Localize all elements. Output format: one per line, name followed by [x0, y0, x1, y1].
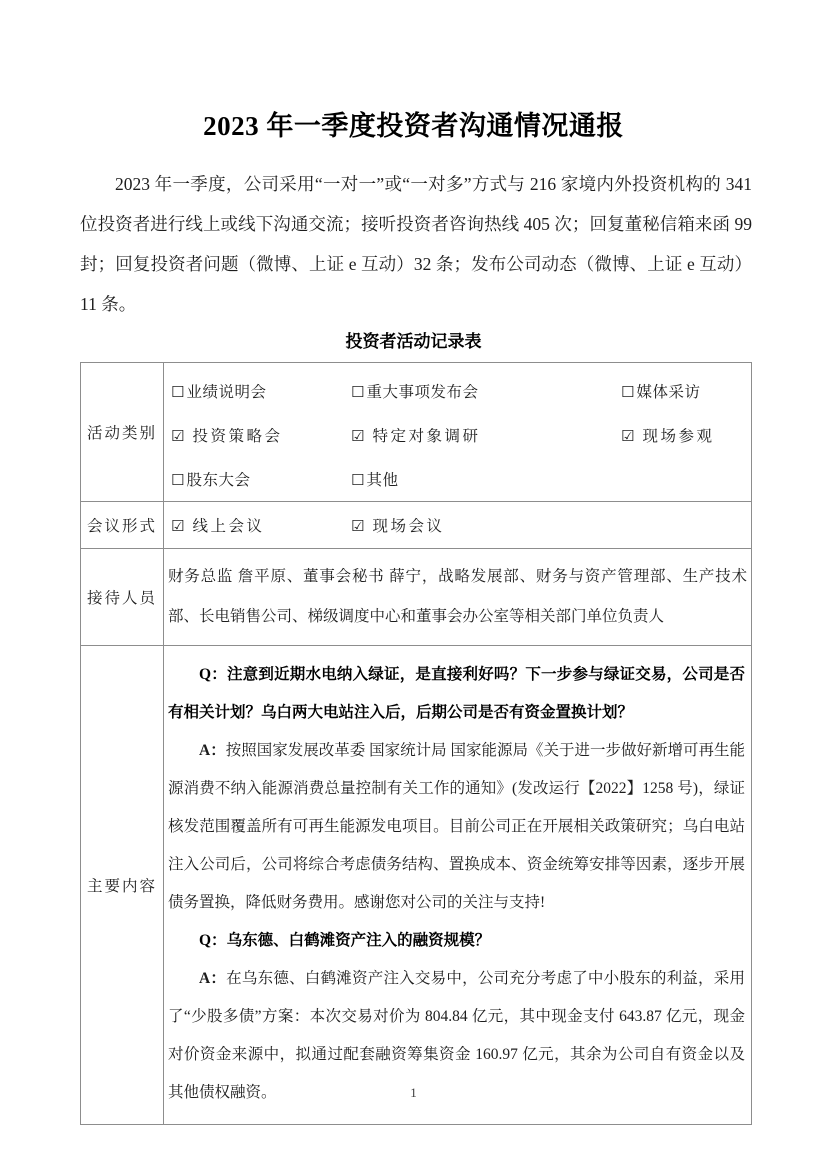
checkbox-option-media-interview[interactable] — [621, 380, 751, 402]
table-row-meeting-form — [81, 502, 752, 549]
table-row-activity-type — [81, 363, 752, 502]
checkbox-option-online-meeting[interactable] — [164, 514, 351, 536]
checkbox-label: 其他 — [366, 472, 399, 489]
checkbox-checked-icon[interactable]: ☑ — [171, 517, 185, 535]
checkbox-label: 媒体采访 — [636, 384, 701, 401]
checkbox-checked-icon[interactable]: ☑ — [351, 427, 365, 445]
activity-option-line-1 — [164, 369, 751, 413]
page-title: 2023 年一季度投资者沟通情况通报 — [203, 111, 624, 142]
qa-text: 在乌东德、白鹤滩资产注入交易中，公司充分考虑了中小股东的利益，采用了“少股多债”方案：本次交易对价为 804.84 亿元，其中现金支付 643.87 亿元，现金对价资金来源中，拟通过配套融资筹集资金 160.97 亿元，其余为公司自有资金以及其他债权融资。 — [168, 970, 745, 1101]
checkbox-label: 特定对象调研 — [372, 428, 481, 445]
checkbox-option-other[interactable] — [351, 468, 621, 490]
checkbox-label: 现场参观 — [642, 428, 715, 445]
investor-activity-record-table — [80, 362, 752, 1125]
intro-paragraph: 2023 年一季度，公司采用“一对一”或“一对多”方式与 216 家境内外投资机构的 341 位投资者进行线上或线下沟通交流；接听投资者咨询热线 405 次；回复董秘信箱来函 99 封；回复投资者问题（微博、上证 e 互动）32 条；发布公司动态（微博、上证 e 互动）11 条。 — [80, 173, 752, 314]
checkbox-icon[interactable]: ☐ — [621, 383, 635, 401]
activity-option-line-3 — [164, 457, 751, 501]
checkbox-option-onsite-meeting[interactable] — [351, 514, 444, 536]
qa-tag: A： — [199, 970, 227, 987]
table-row-reception-staff — [81, 549, 752, 646]
qa-tag: Q： — [199, 932, 227, 949]
row-label-reception-staff: 接待人员 — [81, 549, 164, 646]
activity-option-line-2 — [164, 413, 751, 457]
checkbox-icon[interactable]: ☐ — [171, 383, 185, 401]
row-label-meeting-form: 会议形式 — [81, 502, 164, 549]
checkbox-icon[interactable]: ☐ — [351, 383, 365, 401]
checkbox-label: 重大事项发布会 — [366, 384, 479, 401]
checkbox-icon[interactable]: ☐ — [351, 471, 365, 489]
table-caption: 投资者活动记录表 — [345, 332, 482, 351]
qa-question-1 — [168, 656, 745, 732]
qa-text: 按照国家发展改革委 国家统计局 国家能源局《关于进一步做好新增可再生能源消费不纳入能源消费总量控制有关工作的通知》(发改运行【2022】1258 号)，绿证核发范围覆盖所有可再生能源发电项目。目前公司正在开展相关政策研究；乌白电站注入公司后，公司将综合考虑债务结构、置换成本、资金统筹安排等因素，逐步开展债务置换，降低财务费用。感谢您对公司的关注与支持! — [168, 742, 745, 911]
checkbox-option-performance-briefing[interactable] — [164, 380, 351, 402]
checkbox-checked-icon[interactable]: ☑ — [351, 517, 365, 535]
checkbox-checked-icon[interactable]: ☑ — [621, 427, 635, 445]
reception-staff-content — [164, 549, 752, 646]
checkbox-label: 业绩说明会 — [186, 384, 267, 401]
checkbox-option-investment-strategy-meeting[interactable] — [164, 424, 351, 446]
meeting-form-options — [164, 502, 752, 549]
checkbox-icon[interactable]: ☐ — [171, 471, 185, 489]
checkbox-option-site-visit[interactable] — [621, 424, 751, 446]
checkbox-option-major-event-release[interactable] — [351, 380, 621, 402]
table-row-main-content — [81, 646, 752, 1125]
checkbox-label: 线上会议 — [192, 518, 265, 535]
row-label-main-content: 主要内容 — [81, 646, 164, 1125]
main-content-cell — [164, 646, 752, 1125]
qa-answer-1 — [168, 732, 745, 922]
checkbox-label: 现场会议 — [372, 518, 445, 535]
meeting-form-line — [164, 502, 751, 548]
qa-question-2 — [168, 922, 745, 960]
checkbox-option-shareholders-meeting[interactable] — [164, 468, 351, 490]
activity-type-options — [164, 363, 752, 502]
qa-text: 注意到近期水电纳入绿证，是直接利好吗？下一步参与绿证交易，公司是否有相关计划？乌白两大电站注入后，后期公司是否有资金置换计划？ — [168, 666, 745, 721]
row-label-activity-type: 活动类别 — [81, 363, 164, 502]
qa-tag: Q： — [199, 666, 227, 683]
checkbox-checked-icon[interactable]: ☑ — [171, 427, 185, 445]
qa-tag: A： — [199, 742, 226, 759]
page-number: 1 — [410, 1085, 417, 1100]
checkbox-label: 投资策略会 — [192, 428, 283, 445]
checkbox-option-specific-object-research[interactable] — [351, 424, 621, 446]
checkbox-label: 股东大会 — [186, 472, 251, 489]
qa-text: 乌东德、白鹤滩资产注入的融资规模？ — [226, 932, 491, 949]
qa-list — [164, 646, 751, 1124]
reception-staff-text: 财务总监 詹平原、董事会秘书 薛宁，战略发展部、财务与资产管理部、生产技术部、长电销售公司、梯级调度中心和董事会办公室等相关部门单位负责人 — [168, 568, 747, 625]
